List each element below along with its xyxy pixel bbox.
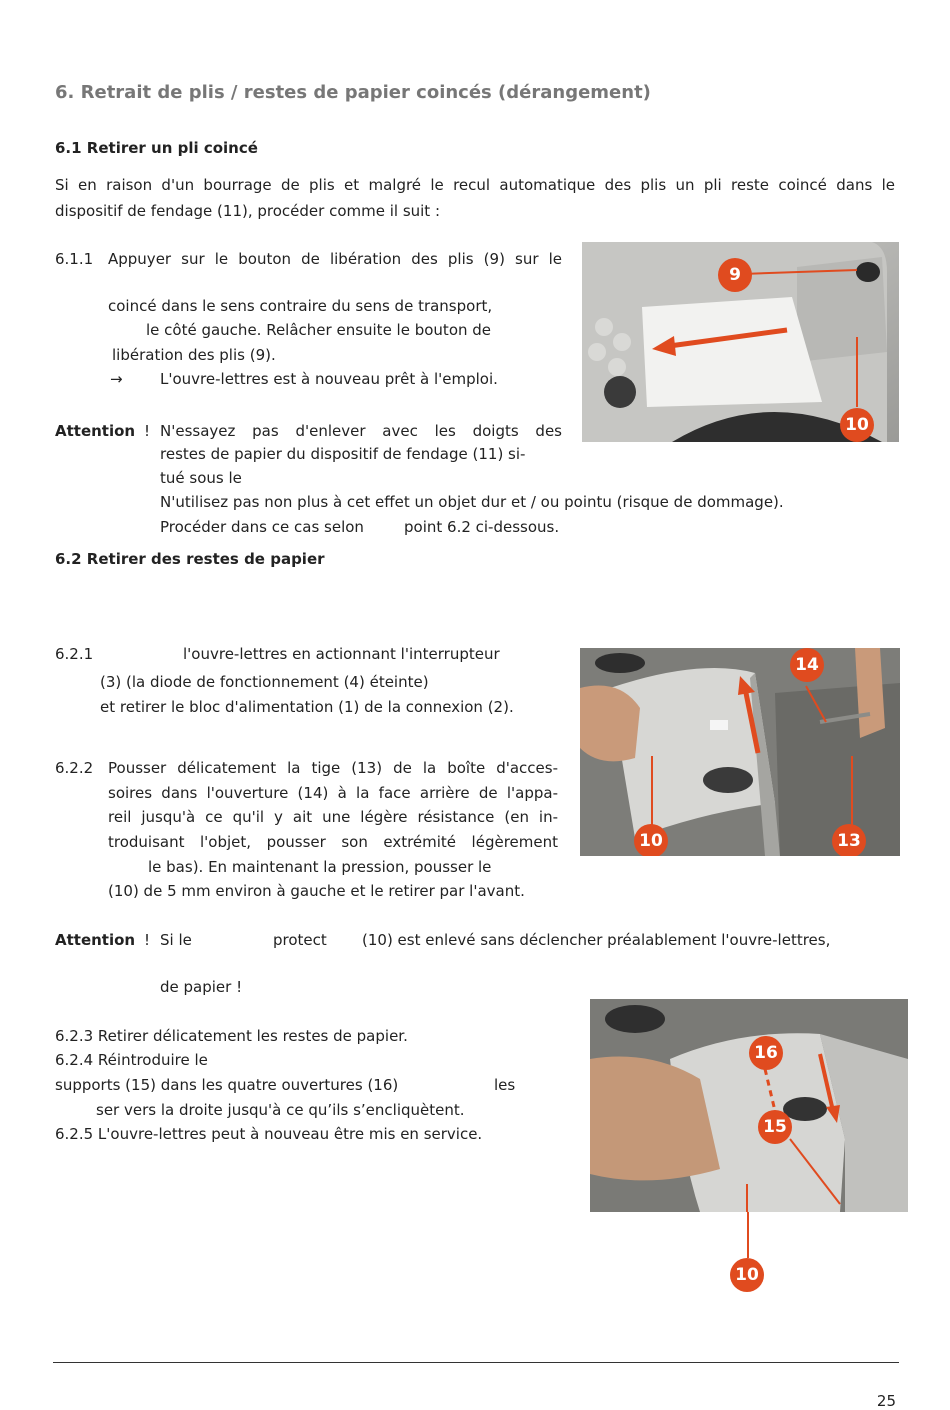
callout-badge-16: 16 — [749, 1036, 783, 1070]
footer-rule — [53, 1362, 899, 1363]
step-number-6-2-1: 6.2.1 — [55, 645, 94, 663]
attention-2-part-b: protect — [273, 931, 327, 949]
step-line-4: libération des plis (9). — [112, 346, 276, 364]
subsection-title-6-2: 6.2 Retirer des restes de papier — [55, 550, 325, 568]
attention-line-5b: point 6.2 ci-dessous. — [404, 518, 560, 536]
subsection-title-6-1: 6.1 Retirer un pli coincé — [55, 139, 258, 157]
attention-line-5a: Procéder dans ce cas selon — [160, 518, 364, 536]
attention-2-part-a: Si le — [160, 931, 192, 949]
figure-jammed-letter — [582, 242, 899, 442]
step-6-2-2-line-5: le bas). En maintenant la pression, pousser le — [148, 858, 492, 876]
step-number-6-2-2: 6.2.2 — [55, 759, 94, 777]
page-number: 25 — [876, 1392, 896, 1410]
step-line-3: le côté gauche. Relâcher ensuite le bouton de — [146, 321, 492, 339]
intro-line-2: dispositif de fendage (11), procéder comme il suit : — [55, 202, 441, 220]
callout-badge-10c: 10 — [730, 1258, 764, 1292]
step-number-6-1-1: 6.1.1 — [55, 250, 94, 268]
leader-line-10 — [747, 1212, 749, 1258]
callout-badge-13: 13 — [832, 824, 866, 856]
step-6-2-2-line-1: Pousser délicatement la tige (13) de la boîte d'acces- — [108, 759, 558, 777]
step-6-2-2-line-6: (10) de 5 mm environ à gauche et le retirer par l'avant. — [108, 882, 525, 900]
step-line-1: Appuyer sur le bouton de libération des plis (9) sur le — [108, 250, 562, 268]
attention-label-2: Attention — [55, 931, 136, 949]
attention-line-1: N'essayez pas d'enlever avec les doigts des — [160, 422, 562, 440]
figure-remove-guard — [580, 648, 900, 856]
callout-badge-10: 10 — [840, 408, 874, 442]
step-6-2-4-line-3: ser vers la droite jusqu'à ce qu’ils s’encliquètent. — [96, 1101, 465, 1119]
attention-mark: ! — [144, 422, 151, 440]
callout-badge-10b: 10 — [634, 824, 668, 856]
step-6-2-2-line-3: reil jusqu'à ce qu'il y ait une légère résistance (en in- — [108, 808, 558, 826]
step-6-2-2-line-2: soires dans l'ouverture (14) à la face arrière de l'appa- — [108, 784, 558, 802]
step-6-2-1-line-3: et retirer le bloc d'alimentation (1) de la connexion (2). — [100, 698, 514, 716]
attention-2-part-d: de papier ! — [160, 978, 243, 996]
step-6-2-4: 6.2.4 Réintroduire le — [55, 1051, 208, 1069]
step-line-2: coincé dans le sens contraire du sens de transport, — [108, 297, 493, 315]
callout-badge-15: 15 — [758, 1110, 792, 1144]
figure-3-illustration — [590, 999, 908, 1212]
attention-mark-2: ! — [144, 931, 151, 949]
attention-line-2: restes de papier du dispositif de fendage (11) si- — [160, 445, 526, 463]
attention-label: Attention — [55, 422, 136, 440]
attention-line-4: N'utilisez pas non plus à cet effet un objet dur et / ou pointu (risque de dommage). — [160, 493, 784, 511]
callout-badge-14: 14 — [790, 648, 824, 682]
step-6-2-5: 6.2.5 L'ouvre-lettres peut à nouveau être mis en service. — [55, 1125, 483, 1143]
attention-2-part-c: (10) est enlevé sans déclencher préalablement l'ouvre-lettres, — [362, 931, 831, 949]
step-6-2-4-line-2b: les — [494, 1076, 516, 1094]
step-6-2-4-line-2a: supports (15) dans les quatre ouvertures (16) — [55, 1076, 399, 1094]
attention-line-3: tué sous le — [160, 469, 242, 487]
arrow-symbol: → — [110, 370, 123, 388]
callout-badge-9: 9 — [718, 258, 752, 292]
step-6-2-1-line-1: l'ouvre-lettres en actionnant l'interrupteur — [183, 645, 500, 663]
step-6-2-2-line-4: troduisant l'objet, pousser son extrémité légèrement — [108, 833, 558, 851]
step-6-2-3: 6.2.3 Retirer délicatement les restes de papier. — [55, 1027, 408, 1045]
figure-reinsert-guard — [590, 999, 908, 1212]
intro-line-1: Si en raison d'un bourrage de plis et malgré le recul automatique des plis un pli reste coincé dans le — [55, 176, 895, 194]
result-text: L'ouvre-lettres est à nouveau prêt à l'emploi. — [160, 370, 498, 388]
step-6-2-1-line-2: (3) (la diode de fonctionnement (4) éteinte) — [100, 673, 429, 691]
section-heading: 6. Retrait de plis / restes de papier coincés (dérangement) — [55, 82, 651, 103]
